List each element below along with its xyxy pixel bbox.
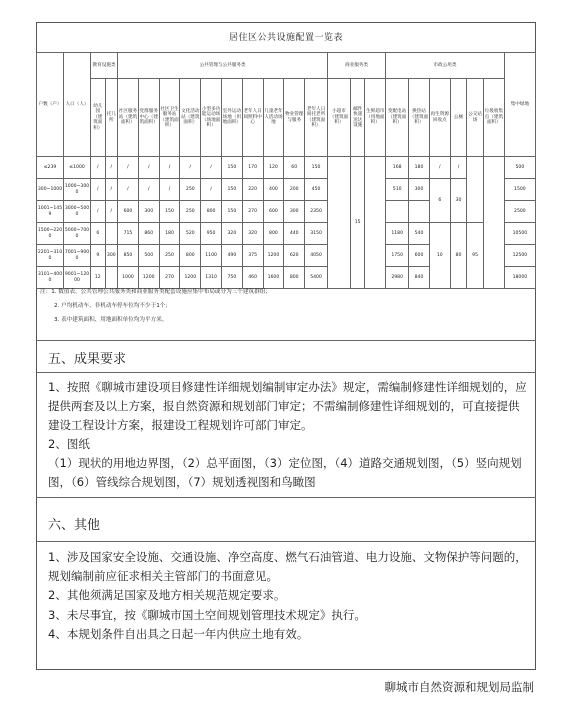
note-line: 注：1. 数值表，公共管理公共服务类和商业服务类配套设施应集中布局或分为三个建筑群组； <box>40 289 271 295</box>
table-cell <box>409 201 430 223</box>
table-cell: / <box>450 157 467 179</box>
table-cell <box>467 157 484 223</box>
table-cell: / <box>91 179 106 201</box>
table-cell: 220 <box>242 179 263 201</box>
table-cell: 1000 <box>118 267 139 289</box>
table-cell: 1001~1459 <box>37 201 64 223</box>
table-cell: 840 <box>409 267 430 289</box>
table-cell: 80 <box>450 223 467 289</box>
table-row <box>37 223 536 245</box>
table-cell: 1310 <box>201 267 222 289</box>
table-cell: 1200 <box>138 267 159 289</box>
table-cell: / <box>159 179 180 201</box>
table-cell: / <box>180 157 201 179</box>
divider <box>36 541 536 542</box>
paragraph: 1、涉及国家安全设施、交通设施、净空高度、燃气石油管道、电力设施、文物保护等问题的，规划编制前应征求相关主管部门的书面意见。 <box>48 550 527 583</box>
table-cell: 150 <box>221 179 242 201</box>
table-cell: 1200 <box>180 267 201 289</box>
table-cell: / <box>118 179 139 201</box>
group-header: 公共管理与公共服务类 <box>118 53 328 79</box>
col-header: 生鲜超市（用地面积） <box>365 79 386 157</box>
table-cell: 18000 <box>504 267 535 289</box>
table-cell: 620 <box>284 245 305 267</box>
table-cell: 1500~2200 <box>37 223 64 245</box>
note-line: 2. 户均机动车、非机动车停车位均不少于1个； <box>54 303 171 309</box>
table-cell: 9001~12000 <box>64 267 91 289</box>
table-cell <box>483 157 504 289</box>
table-cell: 15 <box>350 157 365 289</box>
col-header: 物业管理与服务 <box>284 79 305 157</box>
col-header: 户数（户） <box>37 53 64 157</box>
table-cell: 750 <box>221 267 242 289</box>
col-header: 垃圾收集点（建筑面积） <box>483 79 504 157</box>
table-cell: 95 <box>467 223 484 289</box>
table-cell: 30 <box>450 179 467 223</box>
table-cell: ≤239 <box>37 157 64 179</box>
table-cell: ≤1000 <box>64 157 91 179</box>
paragraph: 4、本规划条件自出具之日起一年内供应土地有效。 <box>48 627 309 641</box>
paragraph: 1、按照《聊城市建设项目修建性详细规划编制审定办法》规定，需编制修建性详细规划的，应提供两套及以上方案，报自然资源和规划部门审定；不需编制修建性详细规划的，可直接提供建设工程设计方案，报建设工程规划许可部门审定。 <box>48 380 527 432</box>
table-cell: 3000~5000 <box>64 201 91 223</box>
table-cell: / <box>105 201 117 223</box>
table-cell: 9 <box>91 245 106 267</box>
table-cell: 500 <box>504 157 535 179</box>
table-notes <box>40 285 530 327</box>
table-cell: 300~1000 <box>37 179 64 201</box>
col-header: 社区卫生服务站（建筑面积） <box>159 79 180 157</box>
table-cell: 540 <box>409 223 430 245</box>
table-cell: 300 <box>409 179 430 201</box>
table-cell: 10500 <box>504 223 535 245</box>
table-cell: 180 <box>409 157 430 179</box>
table-cell: 150 <box>159 201 180 223</box>
table-cell: 150 <box>221 201 242 223</box>
table-cell: 440 <box>284 223 305 245</box>
table-cell: 1000~3000 <box>64 179 91 201</box>
table-cell: 800 <box>180 245 201 267</box>
table-cell: 1200 <box>263 245 284 267</box>
table-cell: / <box>91 157 106 179</box>
col-header: 儿童老年人活动场地 <box>263 79 284 157</box>
table-cell: 490 <box>221 245 242 267</box>
col-header: 再生资源回收点 <box>429 79 450 157</box>
col-header: 集中绿地 <box>504 53 535 157</box>
table-cell: 150 <box>221 157 242 179</box>
section-heading: 六、其他 <box>48 518 101 533</box>
table-cell: 600 <box>118 201 139 223</box>
table-cell <box>365 157 386 289</box>
issuer-signature: 聊城市自然资源和规划局监制 <box>384 680 534 694</box>
table-title: 居住区公共设施配置一览表 <box>228 33 343 43</box>
table-cell: 12 <box>91 267 106 289</box>
paragraph: （1）现状的用地边界图，（2）总平面图，（3）定位图，（4）道路交通规划图，（5）竖向规划图，（6）管线综合规划图，（7）规划透视图和鸟瞰图 <box>48 456 522 489</box>
table-cell: 510 <box>386 179 409 201</box>
table-cell <box>105 223 117 245</box>
table-cell: 10 <box>429 223 450 289</box>
table-cell: 5400 <box>305 267 328 289</box>
table-cell: 800 <box>201 201 222 223</box>
table-cell: 1180 <box>386 223 409 245</box>
table-cell: / <box>429 157 450 179</box>
table-cell: 1600 <box>263 267 284 289</box>
group-header: 商业服务类 <box>328 53 386 79</box>
facility-table <box>36 52 536 289</box>
table-cell: 270 <box>159 267 180 289</box>
table-cell: 600 <box>409 245 430 267</box>
col-header: 托儿所 <box>105 79 117 157</box>
table-cell: 2980 <box>386 267 409 289</box>
table-cell: 320 <box>242 223 263 245</box>
table-cell: 4050 <box>305 245 328 267</box>
table-cell: 250 <box>159 245 180 267</box>
table-cell: 320 <box>221 223 242 245</box>
section-heading: 五、成果要求 <box>48 352 127 367</box>
paragraph: 2、图纸 <box>48 437 90 451</box>
table-cell: 2350 <box>305 201 328 223</box>
paragraph: 3、未尽事宜，按《聊城市国土空间规划管理技术规定》执行。 <box>48 608 366 622</box>
table-cell: 1750 <box>386 245 409 267</box>
table-cell: 800 <box>263 223 284 245</box>
col-header: 人口（人） <box>64 53 91 157</box>
col-header: 小型多功能运动场（场地面积） <box>201 79 222 157</box>
table-cell: 715 <box>118 223 139 245</box>
table-cell <box>386 201 409 223</box>
col-header: 社区服务站（建筑面积） <box>118 79 139 157</box>
note-line: 3. 表中建筑面积、用地面积单位均为平方米。 <box>54 317 168 323</box>
paragraph: 2、其他须满足国家及地方相关规范规定要求。 <box>48 588 286 602</box>
table-cell: 850 <box>118 245 139 267</box>
divider <box>36 340 536 341</box>
table-cell: 800 <box>284 267 305 289</box>
table-cell: 520 <box>180 223 201 245</box>
table-row <box>37 179 536 201</box>
table-cell: / <box>201 179 222 201</box>
table-cell: 2500 <box>504 201 535 223</box>
table-cell: / <box>138 157 159 179</box>
table-cell: / <box>91 201 106 223</box>
table-cell: 6 <box>91 223 106 245</box>
table-cell: / <box>159 157 180 179</box>
table-cell: 3150 <box>305 223 328 245</box>
table-cell: 300 <box>105 245 117 267</box>
table-cell: 250 <box>180 179 201 201</box>
table-cell: 168 <box>386 157 409 179</box>
divider <box>36 497 536 498</box>
col-header: 变配电站（建筑面积） <box>386 79 409 157</box>
table-cell: 250 <box>180 201 201 223</box>
table-cell: 180 <box>159 223 180 245</box>
table-cell: / <box>138 179 159 201</box>
col-header: 公厕 <box>450 79 467 157</box>
table-cell: 200 <box>284 179 305 201</box>
table-row <box>37 157 536 179</box>
table-cell: 2201~3100 <box>37 245 64 267</box>
table-cell: 1100 <box>201 245 222 267</box>
table-cell: 375 <box>242 245 263 267</box>
divider <box>36 372 536 373</box>
col-header: 室外运动场地（用地面积） <box>221 79 242 157</box>
col-header: 小超市（建筑面积） <box>328 79 351 157</box>
col-header: 公交站场 <box>467 79 484 157</box>
table-cell: 12500 <box>504 245 535 267</box>
table-cell: / <box>105 157 117 179</box>
col-header: 党群服务中心（建筑面积） <box>138 79 159 157</box>
table-cell: 460 <box>242 267 263 289</box>
col-header: 邮件快递送达设施 <box>350 79 365 157</box>
table-cell <box>328 157 351 289</box>
table-cell: 170 <box>242 157 263 179</box>
col-header: 老年人日间照料中心 <box>242 79 263 157</box>
table-cell: 300 <box>284 201 305 223</box>
table-cell: 950 <box>201 223 222 245</box>
table-cell: 400 <box>263 179 284 201</box>
table-cell: 7001~9000 <box>64 245 91 267</box>
table-cell: 1500 <box>504 179 535 201</box>
table-cell: 120 <box>263 157 284 179</box>
col-header: 幼儿园（建筑面积） <box>91 79 106 157</box>
table-cell: / <box>105 179 117 201</box>
table-cell: 60 <box>284 157 305 179</box>
table-cell: 450 <box>305 179 328 201</box>
col-header: 换热站（建筑面积） <box>409 79 430 157</box>
table-cell: 150 <box>305 157 328 179</box>
table-cell: 500 <box>138 245 159 267</box>
col-header: 老年人日间托老所（建筑面积） <box>305 79 328 157</box>
table-cell: / <box>201 157 222 179</box>
group-header: 教育设施类 <box>91 53 118 79</box>
group-header: 市政公用类 <box>386 53 505 79</box>
table-cell: 860 <box>138 223 159 245</box>
table-cell: 300 <box>138 201 159 223</box>
table-cell: 5000~7000 <box>64 223 91 245</box>
table-cell: / <box>118 157 139 179</box>
col-header: 文化活动站（建筑面积） <box>180 79 201 157</box>
table-cell: 270 <box>242 201 263 223</box>
table-cell: 600 <box>263 201 284 223</box>
table-cell: 6 <box>429 179 450 223</box>
table-cell: 3101~4000 <box>37 267 64 289</box>
